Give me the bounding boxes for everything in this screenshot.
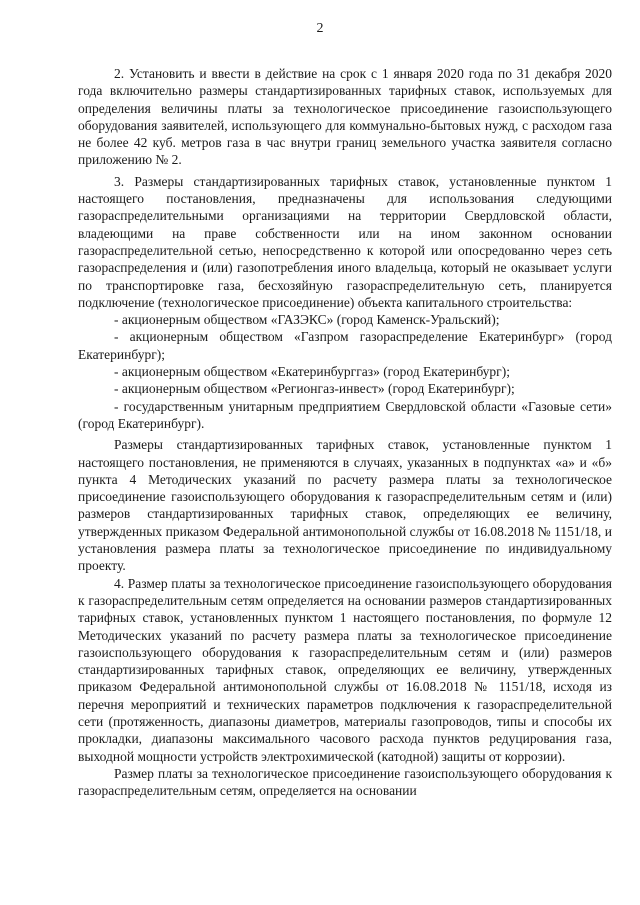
list-item-regiongaz-invest: - акционерным обществом «Регионгаз-инвест» (город Екатеринбург); [114,381,515,397]
paragraph-continuation: Размер платы за технологическое присоединение газоиспользующего оборудования к газораспределительным сетям, определяется на основании [78,765,612,799]
list-item-gazovye-seti: - государственным унитарным предприятием Свердловской области «Газовые сети» (город Екатеринбург). [78,398,612,431]
document-body [78,65,612,799]
list-item-gazprom-gazoraspredelenie: - акционерным обществом «Газпром газораспределение Екатеринбург» (город Екатеринбург); [78,329,612,362]
paragraph-clause-3: 3. Размеры стандартизированных тарифных ставок, установленные пунктом 1 настоящего постановления, предназначены для использования следующими газораспределительными организациями на территории Свердловской области, владеющими на праве собственности или на ином законном основании газораспределительной сетью, непосредственно к которой или опосредованно через сеть газораспределения и (или) газопотребления иного владельца, который не оказывает услуги по транспортировке газа, бесхозяйную газораспределительную сеть, планируется подключение (технологическое присоединение) объекта капитального строительства: [78,173,612,310]
paragraph-exceptions: Размеры стандартизированных тарифных ставок, установленные пунктом 1 настоящего постановления, не применяются в случаях, указанных в подпунктах «а» и «б» пункта 4 Методических указаний по расчету размера платы за технологическое присоединение газоиспользующего оборудования к газораспределительным сетям и (или) размеров стандартизированных тарифных ставок, определяющих ее величину, утвержденных приказом Федеральной антимонопольной службы от 16.08.2018 № 1151/18, и установления размера платы за технологическое присоединение по индивидуальному проекту. [78,437,612,574]
page-number: 2 [316,21,324,36]
list-item-ekaterinburggaz: - акционерным обществом «Екатеринбурггаз» (город Екатеринбург); [114,364,510,380]
paragraph-clause-2: 2. Установить и ввести в действие на срок с 1 января 2020 года по 31 декабря 2020 года включительно размеры стандартизированных тарифных ставок, используемых для определения величины платы за технологическое присоединение газоиспользующего оборудования заявителей, использующего для коммунально-бытовых нужд, с расходом газа не более 42 куб. метров газа в час внутри границ земельного участка заявителя согласно приложению № 2. [78,66,612,168]
list-item-gazeks: - акционерным обществом «ГАЗЭКС» (город Каменск-Уральский); [114,312,500,328]
paragraph-clause-4: 4. Размер платы за технологическое присоединение газоиспользующего оборудования к газораспределительным сетям определяется на основании размеров стандартизированных тарифных ставок, установленных пунктом 1 настоящего постановления, по формуле 12 Методических указаний по расчету размера платы за технологическое присоединение газоиспользующего оборудования к газораспределительным сетям и (или) размеров стандартизированных тарифных ставок, определяющих ее величину, утвержденных приказом Федеральной антимонопольной службы от 16.08.2018 № 1151/18, исходя из перечня мероприятий и технических параметров подключения к газораспределительной сети (протяженность, диапазоны диаметров, материалы газопроводов, типы и способы их прокладки, диапазоны максимального часового расхода пунктов редуцирования газа, выходной мощности устройств электрохимической (катодной) защиты от коррозии). [78,575,612,764]
